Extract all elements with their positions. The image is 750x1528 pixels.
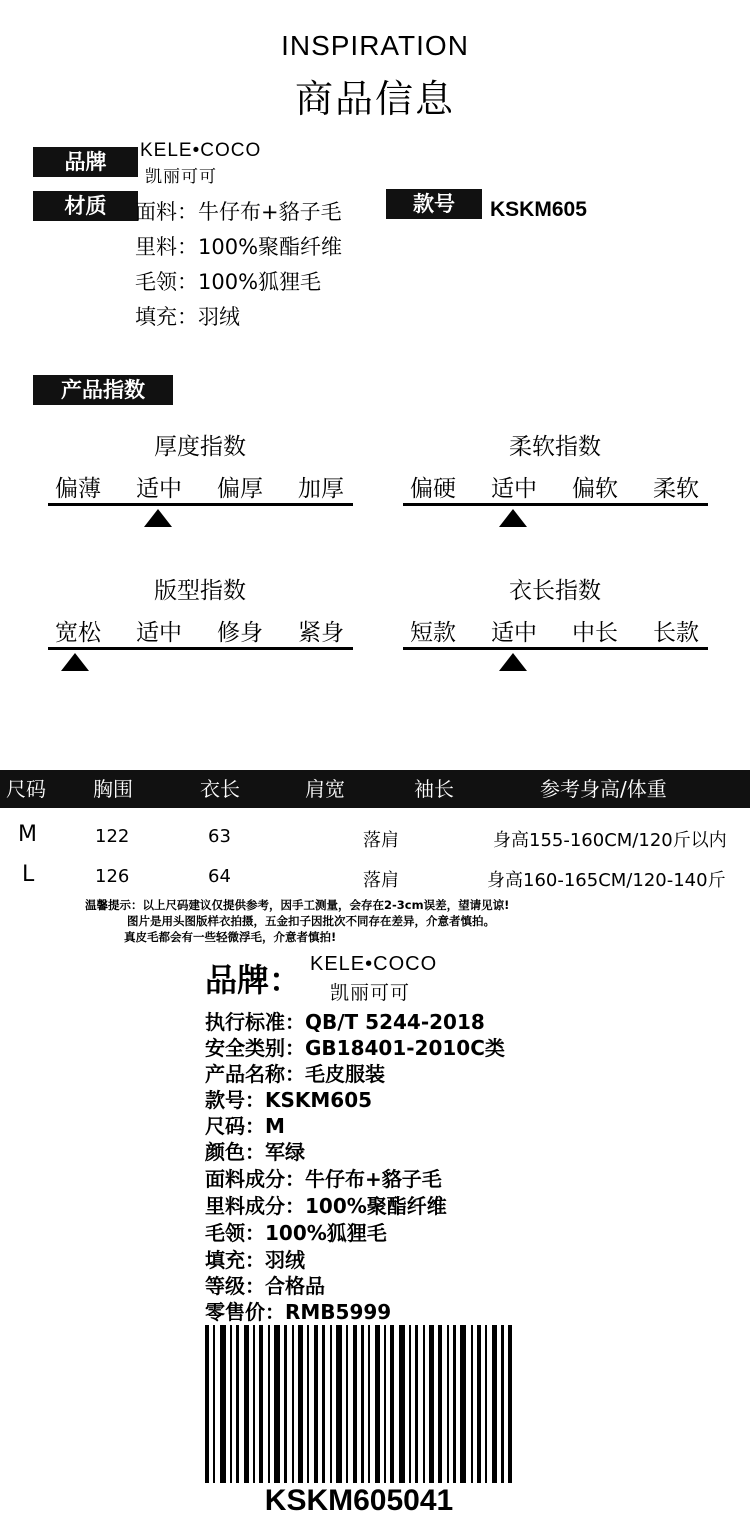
table-row-l-height-weight: 身高160-165CM/120-140斤 [487, 870, 726, 891]
size-note: 温馨提示：以上尺码建议仅提供参考，因手工测量，会存在2-3cm误差，望请见谅! [85, 898, 510, 912]
thickness-index-title: 厚度指数 [154, 434, 246, 460]
title-english: INSPIRATION [281, 30, 469, 61]
label-price: 零售价：RMB5999 [205, 1300, 392, 1324]
length-option: 中长 [572, 620, 618, 646]
label-product-name: 产品名称：毛皮服装 [205, 1062, 385, 1086]
softness-indicator-icon [499, 509, 527, 527]
thickness-scale-line [48, 503, 353, 506]
fit-option: 适中 [136, 620, 182, 646]
fit-option: 修身 [217, 620, 263, 646]
table-row-m-height-weight: 身高155-160CM/120斤以内 [493, 830, 727, 851]
length-index-title: 衣长指数 [509, 578, 601, 604]
thickness-option: 偏薄 [55, 476, 101, 502]
style-number: KSKM605 [490, 198, 587, 221]
softness-option: 偏硬 [410, 476, 456, 502]
header-shoulder: 肩宽 [305, 777, 345, 801]
material-lining: 里料：100%聚酯纤维 [135, 235, 343, 259]
header-size: 尺码 [6, 777, 46, 801]
material-fabric: 面料：牛仔布+貉子毛 [135, 200, 342, 224]
length-option: 适中 [491, 620, 537, 646]
label-filling: 填充：羽绒 [205, 1248, 305, 1272]
table-row-m-chest: 122 [95, 826, 130, 847]
label-standard: 执行标准：QB/T 5244-2018 [205, 1010, 485, 1034]
fit-scale-line [48, 647, 353, 650]
length-scale-line [403, 647, 708, 650]
thickness-option: 加厚 [298, 476, 344, 502]
table-row-l-length: 64 [208, 866, 231, 887]
table-row-m-shoulder: 落肩 [363, 830, 399, 851]
label-collar: 毛领：100%狐狸毛 [205, 1221, 387, 1245]
label-size: 尺码：M [205, 1114, 285, 1138]
size-note: 图片是用头图版样衣拍摄，五金扣子因批次不同存在差异，介意者慎拍。 [127, 914, 495, 928]
thickness-option: 偏厚 [217, 476, 263, 502]
style-tag: 款号 [386, 189, 482, 219]
barcode-image [205, 1325, 513, 1483]
softness-option: 偏软 [572, 476, 618, 502]
label-logo-chinese: 凯丽可可 [330, 982, 411, 1004]
length-option: 长款 [653, 620, 699, 646]
header-chest: 胸围 [93, 777, 133, 801]
label-brand-prefix: 品牌： [205, 961, 302, 999]
label-style-no: 款号：KSKM605 [205, 1088, 373, 1112]
brand-tag: 品牌 [33, 147, 138, 177]
size-table-header [0, 770, 750, 808]
material-filling: 填充：羽绒 [135, 305, 240, 329]
softness-option: 柔软 [653, 476, 699, 502]
softness-index-title: 柔软指数 [509, 434, 601, 460]
fit-index-title: 版型指数 [154, 578, 246, 604]
softness-scale-line [403, 503, 708, 506]
table-row-l-size: L [22, 862, 35, 887]
header-height-weight: 参考身高/体重 [540, 777, 667, 801]
fit-indicator-icon [61, 653, 89, 671]
header-sleeve: 袖长 [414, 777, 454, 801]
length-indicator-icon [499, 653, 527, 671]
size-note: 真皮毛都会有一些轻微浮毛，介意者慎拍! [124, 930, 337, 944]
label-color: 颜色：军绿 [205, 1140, 305, 1164]
label-lining: 里料成分：100%聚酯纤维 [205, 1194, 447, 1218]
table-row-l-chest: 126 [95, 866, 130, 887]
length-option: 短款 [410, 620, 456, 646]
label-fabric: 面料成分：牛仔布+貉子毛 [205, 1167, 442, 1191]
thickness-indicator-icon [144, 509, 172, 527]
brand-logo-english: KELE•COCO [140, 140, 262, 161]
label-grade: 等级：合格品 [205, 1274, 325, 1298]
barcode-text: KSKM605041 [264, 1484, 454, 1517]
material-tag: 材质 [33, 191, 138, 221]
softness-option: 适中 [491, 476, 537, 502]
fit-option: 紧身 [298, 620, 344, 646]
label-logo-english: KELE•COCO [310, 953, 438, 975]
thickness-option: 适中 [136, 476, 182, 502]
header-length: 衣长 [200, 777, 240, 801]
title-chinese: 商品信息 [294, 77, 455, 121]
table-row-m-size: M [18, 822, 37, 847]
label-safety: 安全类别：GB18401-2010C类 [205, 1036, 505, 1060]
brand-logo-chinese: 凯丽可可 [145, 167, 217, 187]
material-collar: 毛领：100%狐狸毛 [135, 270, 322, 294]
table-row-m-length: 63 [208, 826, 231, 847]
table-row-l-shoulder: 落肩 [363, 870, 399, 891]
fit-option: 宽松 [55, 620, 101, 646]
product-index-tag: 产品指数 [33, 375, 173, 405]
